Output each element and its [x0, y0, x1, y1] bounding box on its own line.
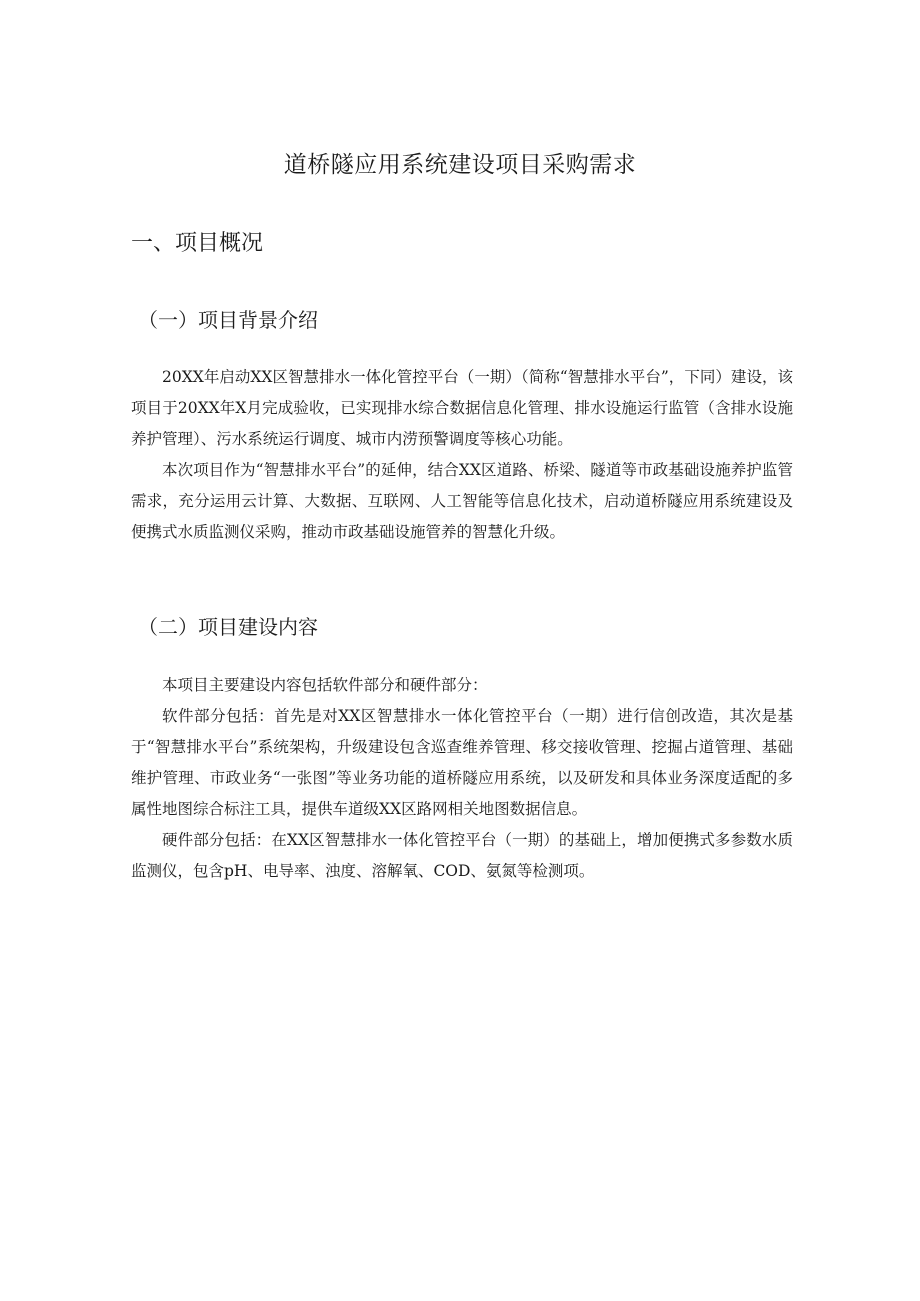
subsection-heading-construction: （二）项目建设内容 — [138, 615, 318, 639]
paragraph: 本次项目作为“智慧排水平台”的延伸，结合XX区道路、桥梁、隧道等市政基础设施养护监管需求，充分运用云计算、大数据、互联网、人工智能等信息化技术，启动道桥隧应用系统建设及便携式水质监测仪采购，推动市政基础设施管养的智慧化升级。 — [131, 461, 793, 541]
construction-body — [131, 670, 793, 887]
subsection-heading-background: （一）项目背景介绍 — [138, 308, 318, 332]
paragraph: 硬件部分包括：在XX区智慧排水一体化管控平台（一期）的基础上，增加便携式多参数水质监测仪，包含pH、电导率、浊度、溶解氧、COD、氨氮等检测项。 — [131, 831, 793, 880]
paragraph: 软件部分包括：首先是对XX区智慧排水一体化管控平台（一期）进行信创改造，其次是基于“智慧排水平台”系统架构，升级建设包含巡查维养管理、移交接收管理、挖掘占道管理、基础维护管理、市政业务“一张图”等业务功能的道桥隧应用系统，以及研发和具体业务深度适配的多属性地图综合标注工具，提供车道级XX区路网相关地图数据信息。 — [131, 707, 793, 818]
paragraph: 20XX年启动XX区智慧排水一体化管控平台（一期）（简称“智慧排水平台”，下同）建设，该项目于20XX年X月完成验收，已实现排水综合数据信息化管理、排水设施运行监管（含排水设施养护管理）、污水系统运行调度、城市内涝预警调度等核心功能。 — [131, 368, 793, 448]
paragraph: 本项目主要建设内容包括软件部分和硬件部分： — [162, 676, 488, 694]
background-body — [131, 362, 793, 548]
section-heading-overview: 一、项目概况 — [131, 231, 264, 256]
document-title: 道桥隧应用系统建设项目采购需求 — [283, 152, 637, 178]
